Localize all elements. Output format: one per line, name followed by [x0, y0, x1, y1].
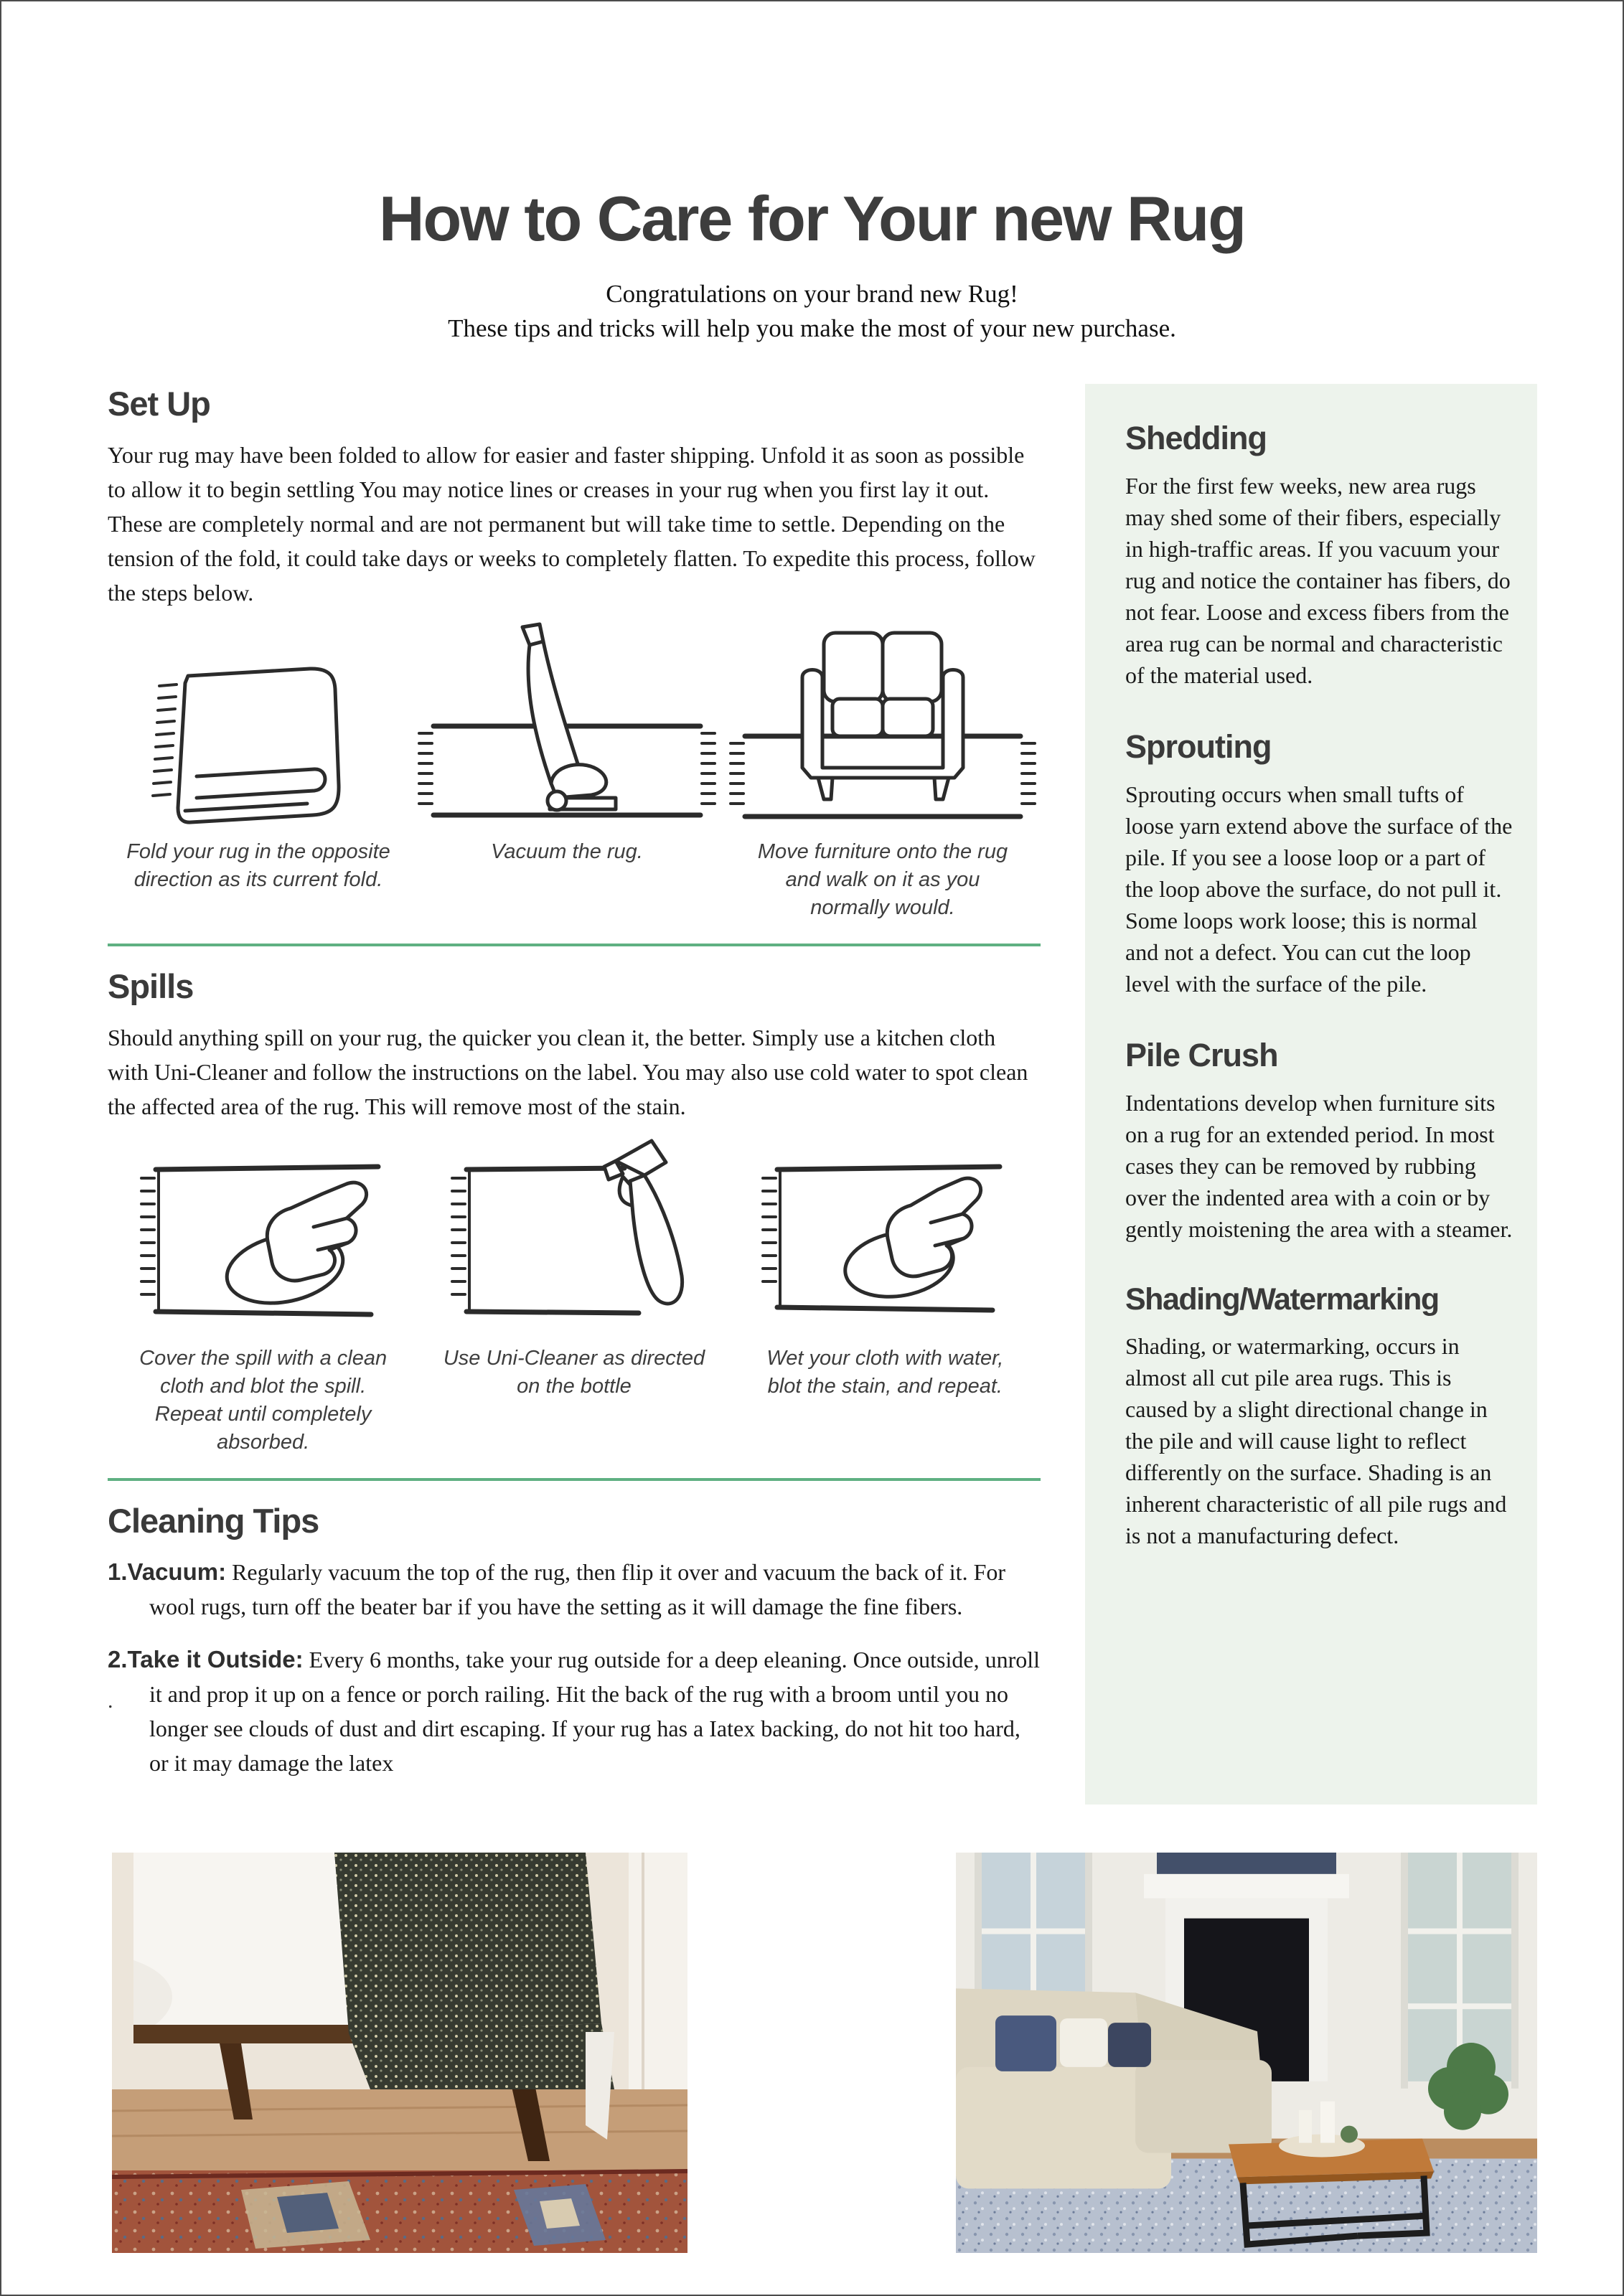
spills-steps	[108, 1134, 1041, 1457]
step-spray	[418, 1134, 729, 1457]
spills-body: Should anything spill on your rug, the quicker you clean it, the better. Simply use a kitchen cloth with Uni-Cleaner and follow the instructions on the label. You may also use cold water to spot clean the affected area of the rug. This will remove most of the stain.	[108, 1025, 1028, 1119]
pile-crush-body: Indentations develop when furniture sits on a rug for an extended period. In most cases they can be removed by rubbing over the indented area with a coin or by gently moistening the area with a steamer.	[1125, 1090, 1513, 1242]
sidebar-panel	[1085, 384, 1537, 1805]
stray-period-mark: .	[108, 1689, 113, 1713]
step-vacuum	[409, 620, 725, 922]
step-wet-cloth	[730, 1134, 1041, 1457]
section-set-up	[108, 384, 1041, 922]
shading-watermarking-heading: Shading/Watermarking	[1125, 1282, 1439, 1317]
step-furniture	[725, 620, 1041, 922]
sofa-on-rug-icon	[725, 620, 1041, 828]
green-divider	[108, 1478, 1041, 1481]
sidebar-section-pile-crush	[1125, 1037, 1513, 1245]
tip-text: Every 6 months, take your rug outside for a deep eleaning. Once outside, unroll it and prop it up on a fence or porch railing. Hit the back of the rug with a broom until you no longer see clouds of dust and dirt escaping. If your rug has a Iatex backing, do not hit too hard, or it may damage the latex	[149, 1647, 1041, 1776]
sidebar-section-shedding	[1125, 420, 1513, 691]
shedding-body: For the first few weeks, new area rugs may shed some of their fibers, especially in high-traffic areas. If you vacuum your rug and notice the container has fibers, do not fear. Loose and excess fibers from the area rug can be normal and characteristic of the material used.	[1125, 473, 1511, 688]
set-up-heading: Set Up	[108, 385, 210, 423]
sprouting-body: Sprouting occurs when small tufts of loose yarn extend above the surface of the pile. If you see a loose loop or a part of the loop above the surface, do not pull it. Some loops work loose; this is normal and not a defect. You can cut the loop level with the surface of the pile.	[1125, 781, 1513, 997]
tip-text: Regularly vacuum the top of the rug, then flip it over and vacuum the back of it. For wool rugs, turn off the beater bar if you have the setting as it will damage the fine fibers.	[149, 1559, 1006, 1619]
step-caption: Move furniture onto the rug and walk on it as you normally would.	[757, 840, 1008, 919]
folded-rug-icon	[144, 620, 373, 828]
spills-heading: Spills	[108, 967, 194, 1005]
living-room-rug-photo	[956, 1853, 1537, 2253]
step-fold-rug	[108, 620, 409, 922]
sidebar-section-sprouting	[1125, 728, 1513, 999]
wet-cloth-icon	[756, 1134, 1014, 1335]
bedroom-rug-photo	[112, 1853, 687, 2253]
set-up-steps	[108, 620, 1041, 922]
title-block	[1, 182, 1623, 346]
shedding-heading: Shedding	[1125, 420, 1267, 456]
step-caption: Wet your cloth with water, blot the stain, and repeat.	[766, 1347, 1004, 1398]
step-caption: Cover the spill with a clean cloth and blot the spill. Repeat until completely absorbed.	[139, 1347, 388, 1454]
vacuum-icon	[409, 620, 725, 828]
page-title: How to Care for Your new Rug	[378, 183, 1246, 254]
step-caption: Use Uni-Cleaner as directed on the bottle	[443, 1347, 705, 1398]
step-blot	[108, 1134, 418, 1457]
blot-cloth-icon	[134, 1134, 393, 1335]
pile-crush-heading: Pile Crush	[1125, 1037, 1278, 1073]
subtitle-line-2: These tips and tricks will help you make the most of your new purchase.	[448, 314, 1176, 342]
sidebar-section-shading	[1125, 1282, 1513, 1551]
main-column	[108, 384, 1041, 1799]
step-caption: Fold your rug in the opposite direction as its current fold.	[126, 840, 390, 891]
spray-bottle-icon	[445, 1134, 703, 1335]
cleaning-tips-heading: Cleaning Tips	[108, 1502, 319, 1540]
cleaning-tip-2	[108, 1642, 1041, 1780]
section-spills	[108, 966, 1041, 1457]
green-divider	[108, 944, 1041, 946]
section-cleaning-tips	[108, 1501, 1041, 1780]
tip-label: Take it Outside:	[127, 1646, 304, 1672]
tip-label: Vacuum:	[127, 1558, 227, 1585]
set-up-body: Your rug may have been folded to allow for easier and faster shipping. Unfold it as soon as possible to allow it to begin settling You may notice lines or creases in your rug when you first lay it out. These are completely normal and are not permanent but will take time to settle. Depending on the tension of the fold, it could take days or weeks to completely flatten. To expedite this process, follow the steps below.	[108, 442, 1036, 606]
subtitle-line-1: Congratulations on your brand new Rug!	[606, 280, 1018, 308]
sprouting-heading: Sprouting	[1125, 728, 1272, 765]
tip-number: 2.	[108, 1646, 128, 1672]
step-caption: Vacuum the rug.	[491, 840, 643, 863]
tip-number: 1.	[108, 1558, 128, 1585]
cleaning-tip-1	[108, 1555, 1041, 1624]
shading-watermarking-body: Shading, or watermarking, occurs in almost all cut pile area rugs. This is caused by a slight directional change in the pile and will cause light to reflect differently on the surface. Shading is an inherent characteristic of all pile rugs and is not a manufacturing defect.	[1125, 1333, 1507, 1548]
